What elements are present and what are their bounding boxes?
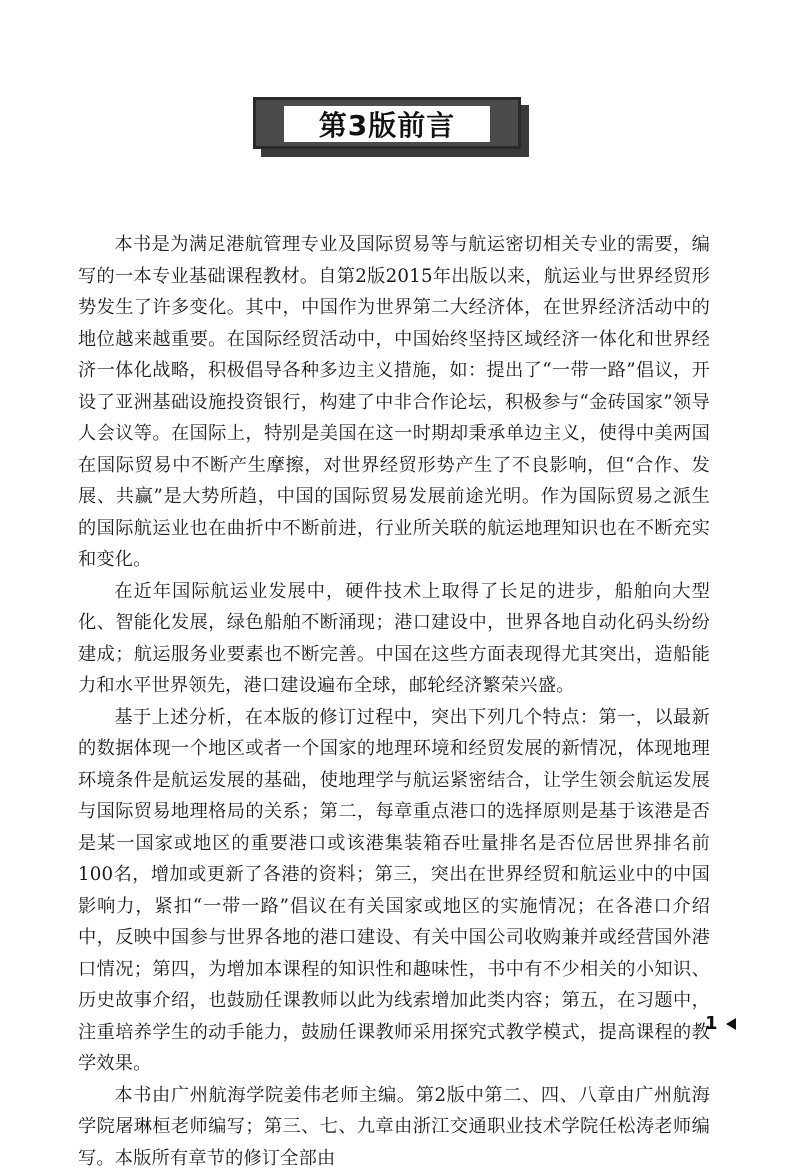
page-title: 第3版前言 (319, 104, 455, 144)
title-banner-inner (284, 106, 490, 142)
title-banner (253, 97, 529, 157)
document-body (78, 229, 710, 1174)
page-number: 1 (705, 1013, 718, 1034)
title-banner-frame (253, 97, 521, 149)
page-number-marker (705, 1013, 736, 1034)
triangle-left-icon (726, 1018, 736, 1030)
paragraph: 本书由广州航海学院姜伟老师主编。第2版中第二、四、八章由广州航海学院屠琳桓老师编写；第三、七、九章由浙江交通职业技术学院任松涛老师编写。本版所有章节的修订全部由 (78, 1080, 710, 1174)
paragraph: 本书是为满足港航管理专业及国际贸易等与航运密切相关专业的需要，编写的一本专业基础课程教材。自第2版2015年出版以来，航运业与世界经贸形势发生了许多变化。其中，中国作为世界第二大经济体，在世界经济活动中的地位越来越重要。在国际经贸活动中，中国始终坚持区域经济一体化和世界经济一体化战略，积极倡导各种多边主义措施，如：提出了“一带一路”倡议，开设了亚洲基础设施投资银行，构建了中非合作论坛，积极参与“金砖国家”领导人会议等。在国际上，特别是美国在这一时期却秉承单边主义，使得中美两国在国际贸易中不断产生摩擦，对世界经贸形势产生了不良影响，但“合作、发展、共赢”是大势所趋，中国的国际贸易发展前途光明。作为国际贸易之派生的国际航运业也在曲折中不断前进，行业所关联的航运地理知识也在不断充实和变化。 (78, 229, 710, 576)
paragraph: 基于上述分析，在本版的修订过程中，突出下列几个特点：第一，以最新的数据体现一个地区或者一个国家的地理环境和经贸发展的新情况，体现地理环境条件是航运发展的基础，使地理学与航运紧密结合，让学生领会航运发展与国际贸易地理格局的关系；第二，每章重点港口的选择原则是基于该港是否是某一国家或地区的重要港口或该港集装箱吞吐量排名是否位居世界排名前100名，增加或更新了各港的资料；第三，突出在世界经贸和航运业中的中国影响力，紧扣“一带一路”倡议在有关国家或地区的实施情况；在各港口介绍中，反映中国参与世界各地的港口建设、有关中国公司收购兼并或经营国外港口情况；第四，为增加本课程的知识性和趣味性，书中有不少相关的小知识、历史故事介绍，也鼓励任课教师以此为线索增加此类内容；第五，在习题中，注重培养学生的动手能力，鼓励任课教师采用探究式教学模式，提高课程的教学效果。 (78, 702, 710, 1080)
paragraph: 在近年国际航运业发展中，硬件技术上取得了长足的进步，船舶向大型化、智能化发展，绿色船舶不断涌现；港口建设中，世界各地自动化码头纷纷建成；航运服务业要素也不断完善。中国在这些方面表现得尤其突出，造船能力和水平世界领先，港口建设遍布全球，邮轮经济繁荣兴盛。 (78, 576, 710, 702)
